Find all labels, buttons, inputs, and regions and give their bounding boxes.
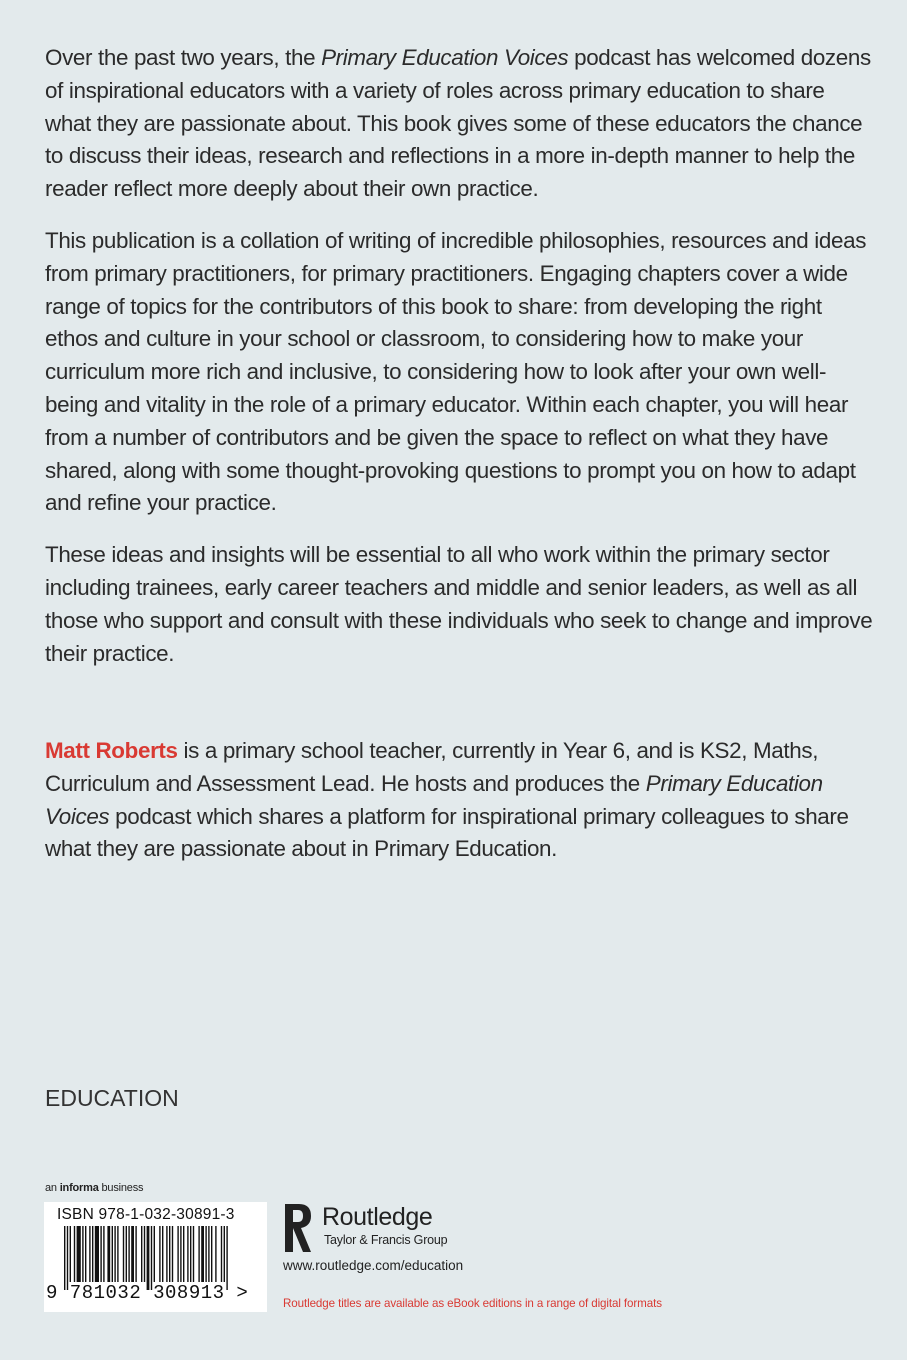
blurb-p1-text-a: Over the past two years, the (45, 45, 322, 70)
barcode-bar (107, 1226, 110, 1282)
barcode-bar (64, 1226, 65, 1290)
barcode-bar (172, 1226, 173, 1282)
barcode-bar (100, 1226, 101, 1282)
barcode-bar (82, 1226, 83, 1282)
barcode-bar (162, 1226, 163, 1282)
informa-brand: informa (59, 1182, 99, 1194)
barcode-bar (131, 1226, 134, 1282)
bio-text-a: is a primary school teacher, currently in Year 6, and is KS2, Maths, Curriculum and Assessment Lead. He hosts and produces the (45, 738, 819, 796)
author-name: Matt Roberts (45, 738, 178, 763)
barcode-bar (180, 1226, 181, 1282)
barcode-bar (190, 1226, 191, 1282)
barcode-bar (67, 1226, 68, 1290)
informa-post: business (98, 1182, 144, 1194)
barcode-bar (103, 1226, 104, 1282)
barcode-bar (92, 1226, 93, 1282)
back-cover-blurb (45, 42, 875, 689)
barcode-bar (215, 1226, 216, 1282)
barcode-bar (74, 1226, 75, 1282)
blurb-paragraph-2: This publication is a collation of writing of incredible philosophies, resources and ideas from primary practitioners, for primary practitioners. Engaging chapters cover a wide range of topics for the contributors of this book to share: from developing the right ethos and culture in your school or classroom, to considering how to make your curriculum more rich and inclusive, to considering how to look after your own well-being and vitality in the role of a primary educator. Within each chapter, you will hear from a number of contributors and be given the space to reflect on what they have shared, along with some thought-provoking questions to prompt you on how to adapt and refine your practice. (45, 227, 867, 516)
ebook-note: Routledge titles are available as eBook editions in a range of digital formats (283, 1297, 662, 1310)
barcode-bar (198, 1226, 199, 1282)
barcode-bar (135, 1226, 136, 1282)
barcode-bar (208, 1226, 209, 1282)
barcode-bar (193, 1226, 194, 1282)
routledge-logo-icon (281, 1202, 315, 1256)
barcode-bar (205, 1226, 206, 1282)
barcode-bar (123, 1226, 124, 1282)
barcode-bar (141, 1226, 142, 1282)
isbn-barcode (44, 1202, 267, 1312)
podcast-title: Primary Education Voices (321, 45, 569, 70)
barcode-bar (70, 1226, 71, 1282)
barcode-bar (226, 1226, 227, 1290)
barcode-bar (169, 1226, 170, 1282)
isbn-label: ISBN 978-1-032-30891-3 (57, 1206, 235, 1223)
barcode-bar (147, 1226, 150, 1290)
barcode-bar (221, 1226, 222, 1282)
blurb-p1-text-b: podcast has welcomed dozens of inspirational educators with a variety of roles across primary education to share what they are passionate about. This book gives some of these educators the chance to discuss their ideas, research and reflections in a more in-depth manner to help the reader reflect more deeply about their own practice. (45, 45, 871, 202)
barcode-bar (177, 1226, 178, 1282)
blurb-paragraph-1 (45, 42, 875, 206)
barcode-bar (144, 1226, 145, 1282)
ean-digits: 9 781032 308913 > (46, 1282, 249, 1304)
publisher-name: Routledge (322, 1203, 433, 1231)
barcode-bar (77, 1226, 81, 1282)
informa-business-line (45, 1182, 143, 1194)
barcode-bar (183, 1226, 184, 1282)
barcode-bar (95, 1226, 99, 1282)
barcode-bar (114, 1226, 115, 1282)
barcode-bar (117, 1226, 118, 1282)
barcode-bar (85, 1226, 86, 1282)
barcode-bar (166, 1226, 167, 1282)
bio-podcast-title: Primary Education Voices (45, 770, 823, 829)
blurb-paragraph-3: These ideas and insights will be essential to all who work within the primary sector including trainees, early career teachers and middle and senior leaders, as well as all those who support and consult with these individuals who seek to change and improve their practice. (45, 542, 873, 666)
barcode-bar (112, 1226, 113, 1282)
barcode-bar (154, 1226, 155, 1282)
bio-text-b: podcast which shares a platform for inspirational primary colleagues to share what they are passionate about in Primary Education. (45, 803, 849, 862)
barcode-bar (151, 1226, 152, 1290)
publisher-url[interactable]: www.routledge.com/education (283, 1258, 464, 1273)
informa-pre: an (45, 1182, 60, 1194)
publisher-group: Taylor & Francis Group (324, 1233, 448, 1247)
author-bio (45, 735, 875, 866)
barcode-bar (89, 1226, 90, 1282)
barcode-bar (187, 1226, 188, 1282)
barcode-bar (211, 1226, 212, 1282)
barcode-bar (201, 1226, 204, 1282)
barcode-bar (159, 1226, 160, 1282)
barcode-bar (224, 1226, 225, 1282)
barcode-bar (126, 1226, 127, 1282)
barcode-bar (128, 1226, 129, 1282)
subject-category: EDUCATION (45, 1085, 179, 1111)
